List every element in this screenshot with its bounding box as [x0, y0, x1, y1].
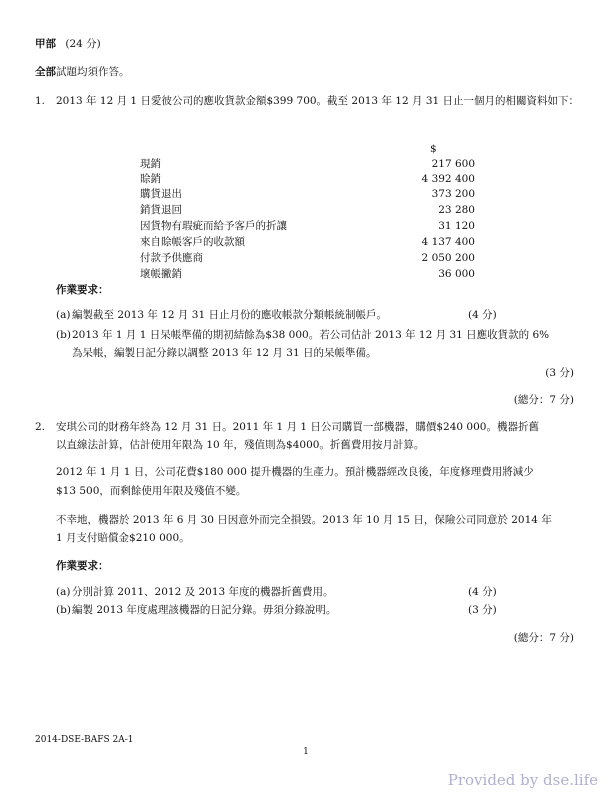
row-value: 373 200 [431, 188, 475, 200]
section-instruction [35, 65, 130, 80]
instruction-bold: 全部 [35, 66, 56, 78]
section-title: 甲部 [35, 38, 56, 50]
q2-number: 2. [35, 421, 46, 433]
q2-part-b-marks: (3 分) [468, 604, 497, 616]
q1-part-b-label: (b) [56, 329, 71, 341]
q1-part-a-label: (a) [56, 309, 71, 321]
q2-para3-line1: 不幸地，機器於 2013 年 6 月 30 日因意外而完全損毀。2013 年 10 月 15 日，保險公司同意於 2014 年 [56, 514, 552, 526]
q1-part-a-text: 編製截至 2013 年 12 月 31 日止月份的應收帳款分類帳統制帳戶。 [72, 309, 387, 321]
table-row [140, 157, 475, 170]
row-value: 217 600 [431, 158, 475, 170]
watermark: Provided by dse.life [447, 771, 598, 789]
row-label: 壞帳撇銷 [140, 268, 182, 280]
q1-part-a-marks: (4 分) [468, 309, 497, 321]
q1-part-b-marks: (3 分) [545, 367, 574, 379]
footer-paper-code: 2014-DSE-BAFS 2A-1 [35, 735, 134, 745]
table-row [140, 251, 475, 264]
q1-requirements-title: 作業要求： [56, 284, 109, 296]
table-row [140, 203, 475, 216]
section-marks: (24 分) [65, 38, 101, 50]
table-row [140, 187, 475, 200]
q2-part-a-label: (a) [56, 586, 71, 598]
q2-para1-line1: 安琪公司的財務年終為 12 月 31 日。2011 年 1 月 1 日公司購買一部機器，購價$240 000。機器折舊 [56, 421, 539, 433]
q2-para3-line2: 1 月支付賠償金$210 000。 [56, 532, 190, 544]
q2-para1-line2: 以直線法計算，估計使用年限為 10 年，殘值則為$4000。折舊費用按月計算。 [56, 439, 425, 451]
row-value: 36 000 [438, 268, 475, 280]
table-row [140, 219, 475, 232]
row-value: 31 120 [438, 220, 475, 232]
q1-part-b-line2: 為呆帳，編製日記分錄以調整 2013 年 12 月 31 日的呆帳準備。 [72, 347, 377, 359]
row-value: 4 137 400 [421, 236, 475, 248]
row-label: 付款予供應商 [140, 252, 203, 264]
instruction-rest: 試題均須作答。 [56, 66, 130, 78]
row-label: 購貨退出 [140, 188, 182, 200]
q2-para2-line1: 2012 年 1 月 1 日，公司花費$180 000 提升機器的生產力。預計機器經改良後，年度修理費用將減少 [56, 466, 534, 478]
q2-part-b-text: 編製 2013 年度處理該機器的日記分錄。毋須分錄說明。 [72, 604, 337, 616]
q2-part-b-label: (b) [56, 604, 71, 616]
q1-intro: 2013 年 12 月 1 日愛彼公司的應收貨款金額$399 700。截至 2013 年 12 月 31 日止一個月的相關資料如下： [56, 95, 580, 107]
row-label: 來自賒帳客戶的收款額 [140, 236, 245, 248]
q2-total-marks: (總分：7 分) [513, 632, 574, 644]
row-label: 銷貨退回 [140, 204, 182, 216]
section-header [35, 37, 101, 52]
footer-page-number: 1 [303, 747, 309, 757]
q1-total-marks: (總分：7 分) [513, 394, 574, 406]
table-row [140, 172, 475, 185]
table-row [140, 267, 475, 280]
q2-para2-line2: $13 500，而剩餘使用年限及殘值不變。 [56, 485, 247, 497]
row-value: 2 050 200 [421, 252, 475, 264]
q2-requirements-title: 作業要求： [56, 560, 109, 572]
q1-number: 1. [35, 95, 46, 107]
q2-part-a-marks: (4 分) [468, 586, 497, 598]
q1-currency-header: $ [430, 143, 437, 155]
q2-part-a-text: 分別計算 2011、2012 及 2013 年度的機器折舊費用。 [72, 586, 334, 598]
row-label: 賒銷 [140, 173, 161, 185]
q1-part-b-line1: 2013 年 1 月 1 日呆帳準備的期初結餘為$38 000。若公司估計 2013 年 12 月 31 日應收貨款的 6% [72, 329, 550, 341]
row-value: 4 392 400 [421, 173, 475, 185]
row-value: 23 280 [438, 204, 475, 216]
row-label: 因貨物有瑕疵而給予客戶的折讓 [140, 220, 287, 232]
row-label: 現銷 [140, 158, 161, 170]
table-row [140, 235, 475, 248]
